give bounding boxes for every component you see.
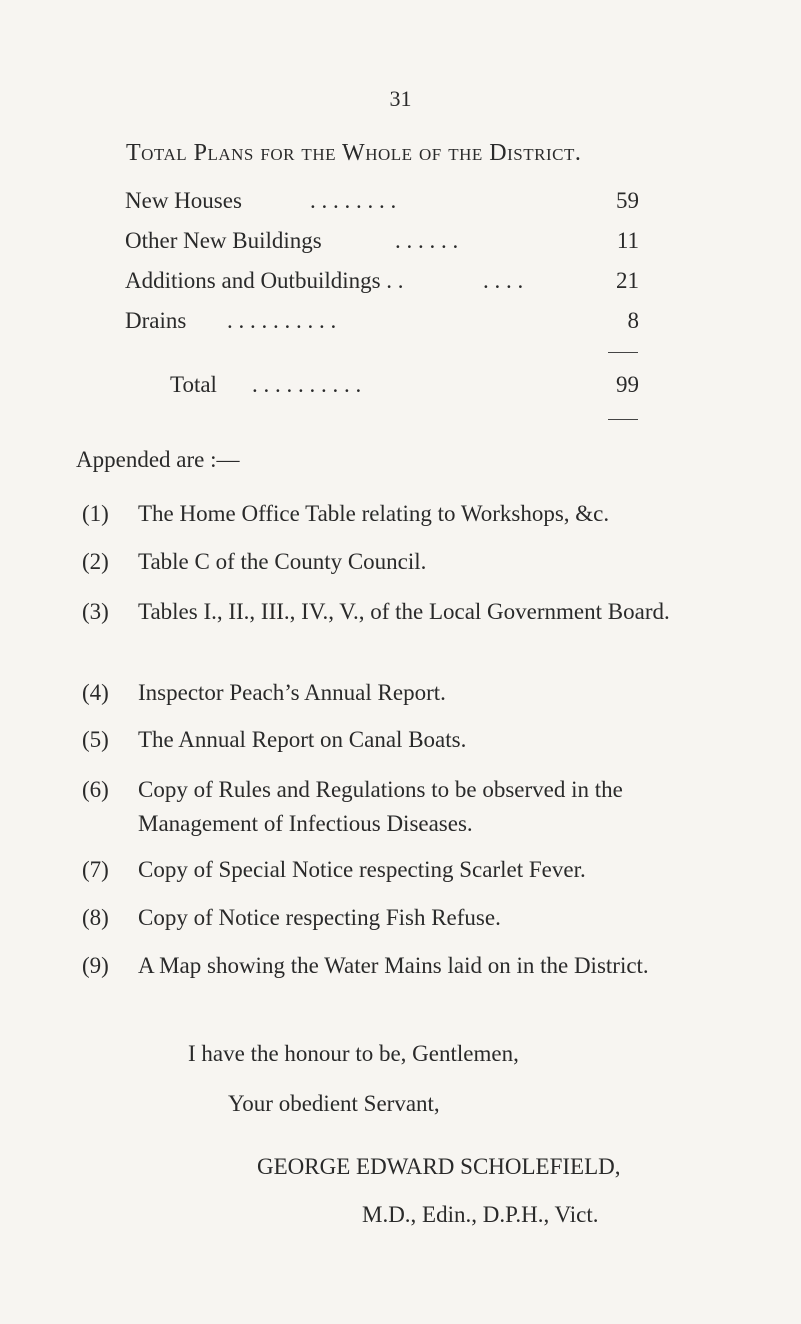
plan-label: Other New Buildings: [125, 228, 322, 253]
item-text: A Map showing the Water Mains laid on in the District.: [138, 953, 649, 978]
page-number: 31: [389, 86, 412, 111]
total-label: Total: [170, 372, 217, 397]
item-number: (4): [82, 680, 109, 705]
plan-row-total: [170, 372, 639, 406]
total-value: 99: [616, 372, 639, 397]
total-rule-top: [608, 352, 638, 353]
signatory-credentials: M.D., Edin., D.P.H., Vict.: [362, 1202, 599, 1227]
item-number: (6): [82, 777, 109, 802]
item-text: Table C of the County Council.: [138, 549, 427, 574]
leader-dots: . . . .: [483, 268, 524, 293]
item-number: (1): [82, 501, 109, 526]
plan-row-new-houses: [125, 188, 639, 222]
leader-dots: . . . . . . . .: [310, 188, 397, 213]
signatory-name: GEORGE EDWARD SCHOLEFIELD,: [257, 1154, 621, 1179]
item-number: (7): [82, 857, 109, 882]
item-text: Tables I., II., III., IV., V., of the Local Government Board.: [138, 599, 670, 624]
item-number: (5): [82, 727, 109, 752]
item-number: (8): [82, 905, 109, 930]
plan-value: 59: [616, 188, 639, 213]
leader-dots: . . . . . .: [395, 228, 459, 253]
item-text: Copy of Special Notice respecting Scarlet Fever.: [138, 857, 586, 882]
plan-value: 8: [627, 308, 639, 333]
item-text: Copy of Notice respecting Fish Refuse.: [138, 905, 501, 930]
appended-heading: Appended are :—: [76, 447, 240, 472]
item-text: Copy of Rules and Regulations to be observed in the Management of Infectious Diseases.: [138, 777, 623, 836]
closing-line-1: I have the honour to be, Gentlemen,: [188, 1041, 519, 1066]
total-rule-bottom: [608, 419, 638, 420]
item-number: (2): [82, 549, 109, 574]
item-text: Inspector Peach’s Annual Report.: [138, 680, 446, 705]
closing-line-2: Your obedient Servant,: [228, 1091, 440, 1116]
item-text: The Annual Report on Canal Boats.: [138, 727, 467, 752]
section-title: Total Plans for the Whole of the District.: [126, 140, 582, 166]
plan-value: 11: [616, 228, 639, 253]
plan-label: Additions and Outbuildings . .: [125, 268, 404, 293]
plan-row-drains: [125, 308, 639, 342]
leader-dots: . . . . . . . . . .: [252, 372, 362, 397]
plan-label: Drains: [125, 308, 187, 333]
item-number: (9): [82, 953, 109, 978]
plan-value: 21: [616, 268, 639, 293]
leader-dots: . . . . . . . . . .: [227, 308, 337, 333]
plan-label: New Houses: [125, 188, 242, 213]
plan-row-other-new-buildings: [125, 228, 639, 262]
item-number: (3): [82, 599, 109, 624]
plan-row-additions: [125, 268, 639, 302]
item-text: The Home Office Table relating to Workshops, &c.: [138, 501, 610, 526]
